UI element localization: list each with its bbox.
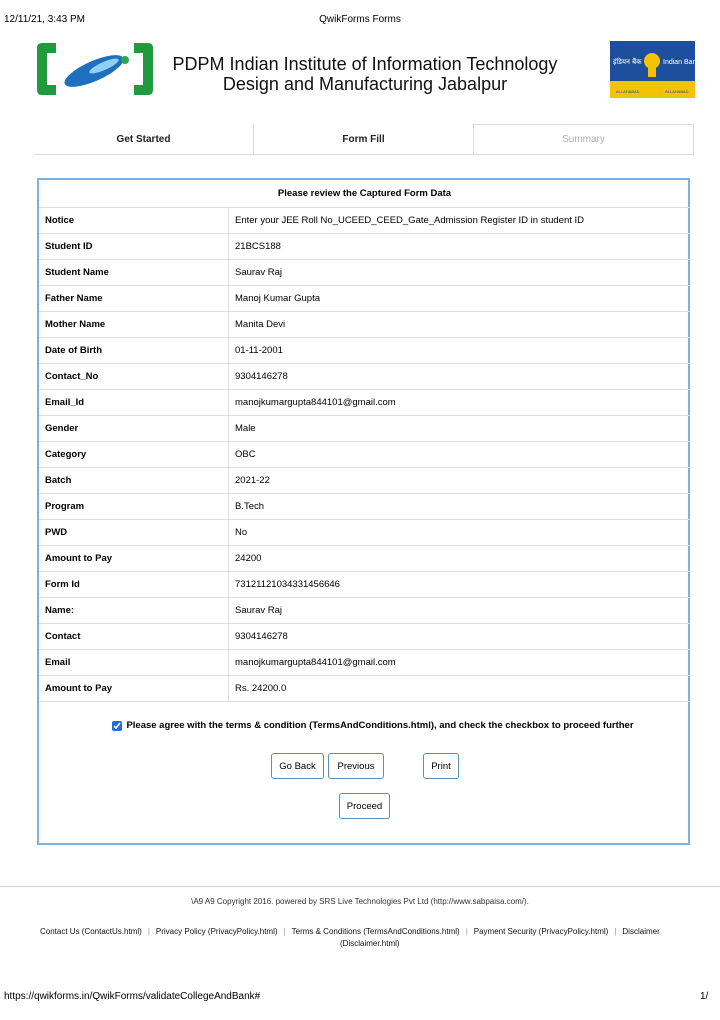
review-heading: Please review the Captured Form Data [39,180,690,208]
footer-divider [0,886,720,887]
field-value: Saurav Raj [229,598,691,624]
previous-button[interactable]: Previous [328,753,384,779]
field-value: manojkumargupta844101@gmail.com [229,390,691,416]
field-label: Notice [39,208,229,234]
table-row [39,546,690,572]
bank-tag-right: ALLAHABAD [665,89,689,94]
institute-logo [34,40,156,98]
table-row [39,676,690,702]
terms-link[interactable]: Terms & Conditions (TermsAndConditions.html) [291,927,460,936]
field-value: 24200 [229,546,691,572]
print-button[interactable]: Print [423,753,459,779]
field-value: manojkumargupta844101@gmail.com [229,650,691,676]
field-value: 21BCS188 [229,234,691,260]
field-label: Amount to Pay [39,546,229,572]
field-label: Contact [39,624,229,650]
indian-bank-logo [610,41,700,98]
copyright-text: \A9 A9 Copyright 2016. powered by SRS Live Technologies Pvt Ltd (http://www.sabpaisa.com/). [191,897,529,906]
field-label: Email_Id [39,390,229,416]
field-label: Student ID [39,234,229,260]
field-label: Gender [39,416,229,442]
field-label: Program [39,494,229,520]
field-value: Manita Devi [229,312,691,338]
terms-text: Please agree with the terms & condition (TermsAndConditions.html), and check the checkbox to proceed further [126,720,634,731]
field-value: Rs. 24200.0 [229,676,691,702]
table-row [39,650,690,676]
terms-checkbox[interactable] [112,721,122,731]
field-label: Father Name [39,286,229,312]
field-label: Batch [39,468,229,494]
field-label: Mother Name [39,312,229,338]
bank-tag-left: ALLAHABAD [616,89,640,94]
tab-get-started[interactable]: Get Started [116,133,171,145]
field-label: Contact_No [39,364,229,390]
review-heading-row [39,180,690,208]
proceed-button[interactable]: Proceed [339,793,390,819]
table-row [39,208,690,234]
institute-name-line1: PDPM Indian Institute of Information Technology [172,54,558,74]
print-page-number: 1/ [700,991,709,1002]
table-row [39,312,690,338]
review-table [39,180,690,702]
table-row [39,338,690,364]
tab-form-fill[interactable]: Form Fill [253,124,473,154]
field-value: 2021-22 [229,468,691,494]
field-label: PWD [39,520,229,546]
footer-separator: | [147,927,150,936]
footer-separator: | [283,927,286,936]
step-tabs [34,124,694,155]
bank-name-english: Indian Bank [663,59,700,66]
field-value: OBC [229,442,691,468]
field-value: Saurav Raj [229,260,691,286]
contact-us-link[interactable]: Contact Us (ContactUs.html) [40,927,142,936]
table-row [39,494,690,520]
print-url: https://qwikforms.in/QwikForms/validateCollegeAndBank# [4,991,261,1002]
table-row [39,260,690,286]
footer-links [40,927,720,936]
table-row [39,416,690,442]
table-row [39,364,690,390]
field-value: Enter your JEE Roll No_UCEED_CEED_Gate_Admission Register ID in student ID [229,208,691,234]
field-value: 9304146278 [229,364,691,390]
field-value: No [229,520,691,546]
table-row [39,390,690,416]
field-label: Date of Birth [39,338,229,364]
disclaimer-link-url[interactable]: (Disclaimer.html) [340,939,400,948]
field-label: Amount to Pay [39,676,229,702]
table-row [39,572,690,598]
field-label: Category [39,442,229,468]
field-label: Student Name [39,260,229,286]
field-value: B.Tech [229,494,691,520]
institute-name-line2: Design and Manufacturing Jabalpur [222,74,508,94]
review-rows [39,208,690,702]
terms-agreement [93,720,653,731]
field-value: 73121121034331456646 [229,572,691,598]
footer-separator: | [465,927,468,936]
print-page-title: QwikForms Forms [319,14,401,25]
field-value: Manoj Kumar Gupta [229,286,691,312]
table-row [39,234,690,260]
table-row [39,442,690,468]
field-value: Male [229,416,691,442]
go-back-button[interactable]: Go Back [271,753,324,779]
privacy-policy-link[interactable]: Privacy Policy (PrivacyPolicy.html) [155,927,278,936]
footer-separator: | [614,927,617,936]
table-row [39,624,690,650]
institute-name [160,54,570,94]
payment-security-link[interactable]: Payment Security (PrivacyPolicy.html) [473,927,609,936]
table-row [39,520,690,546]
table-row [39,468,690,494]
disclaimer-link[interactable]: Disclaimer [622,927,660,936]
table-row [39,598,690,624]
bank-name-hindi: इंडियन बैंक [613,58,642,66]
field-value: 9304146278 [229,624,691,650]
field-label: Email [39,650,229,676]
tab-summary[interactable]: Summary [473,124,694,154]
print-datetime: 12/11/21, 3:43 PM [4,14,85,25]
table-row [39,286,690,312]
review-panel [37,178,690,845]
field-label: Name: [39,598,229,624]
field-value: 01-11-2001 [229,338,691,364]
field-label: Form Id [39,572,229,598]
